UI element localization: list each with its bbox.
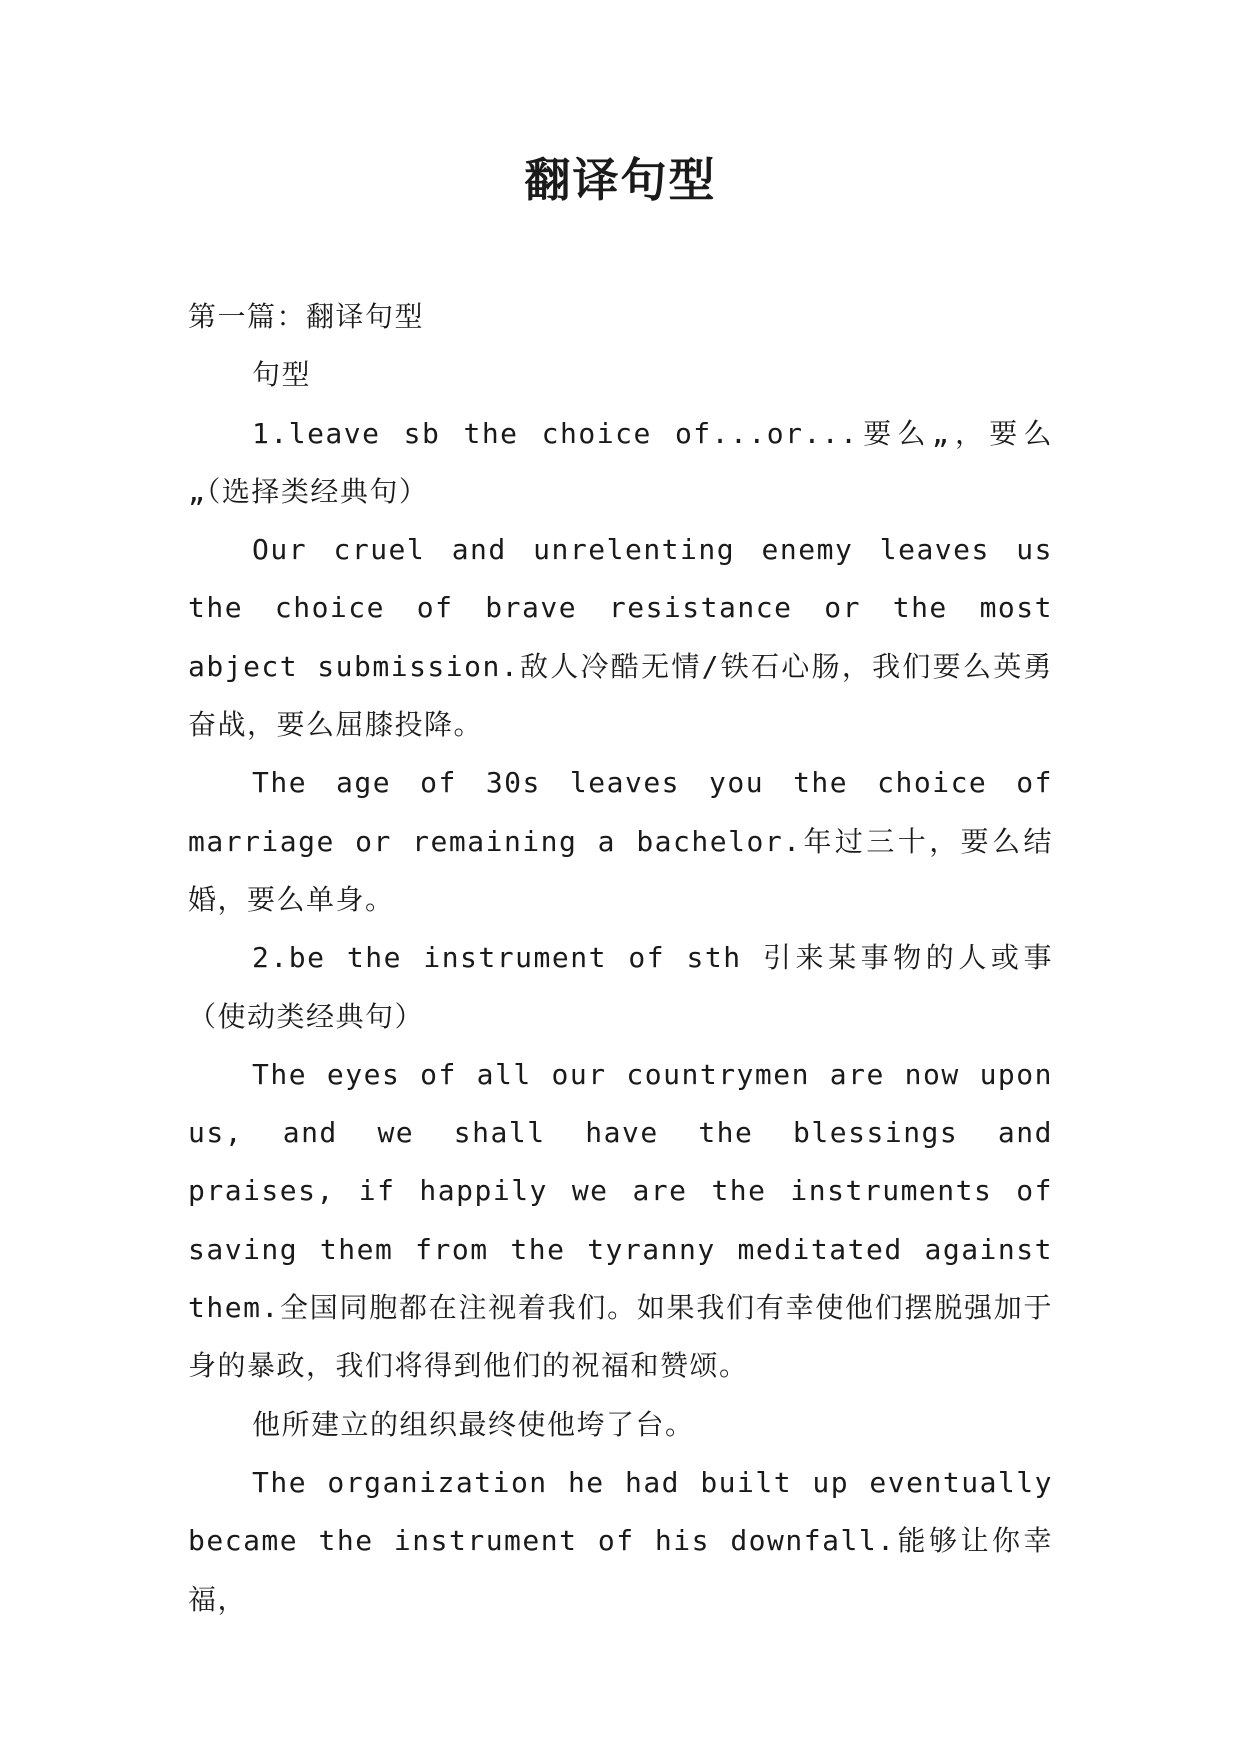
- paragraph-pattern-1: 1.leave sb the choice of...or...要么„，要么„（选择类经典句）: [188, 416, 1053, 508]
- document-body: [188, 288, 1053, 1629]
- paragraph-pattern-2: 2.be the instrument of sth 引来某事物的人或事（使动类经典句）: [188, 941, 1053, 1033]
- document-title: 翻译句型: [524, 153, 717, 207]
- paragraph-example-1a: Our cruel and unrelenting enemy leaves us the choice of brave resistance or the most abject submission.敌人冷酷无情/铁石心肠，我们要么英勇奋战，要么屈膝投降。: [188, 533, 1053, 742]
- paragraph-pattern-label: 句型: [252, 358, 312, 392]
- paragraph-example-2b-english: The organization he had built up eventually became the instrument of his downfall.能够让你幸福，: [188, 1465, 1053, 1616]
- paragraph-example-2b-chinese: 他所建立的组织最终使他垮了台。: [252, 1407, 695, 1441]
- paragraph-example-2a: The eyes of all our countrymen are now upon us, and we shall have the blessings and praises, if happily we are the instruments of saving them from the tyranny meditated against them.全国同胞都在注视着我们。如果我们有幸使他们摆脱强加于身的暴政，我们将得到他们的祝福和赞颂。: [188, 1057, 1053, 1383]
- section-heading: 第一篇：翻译句型: [188, 300, 425, 333]
- paragraph-example-1b: The age of 30s leaves you the choice of marriage or remaining a bachelor.年过三十，要么结婚，要么单身。: [188, 766, 1053, 916]
